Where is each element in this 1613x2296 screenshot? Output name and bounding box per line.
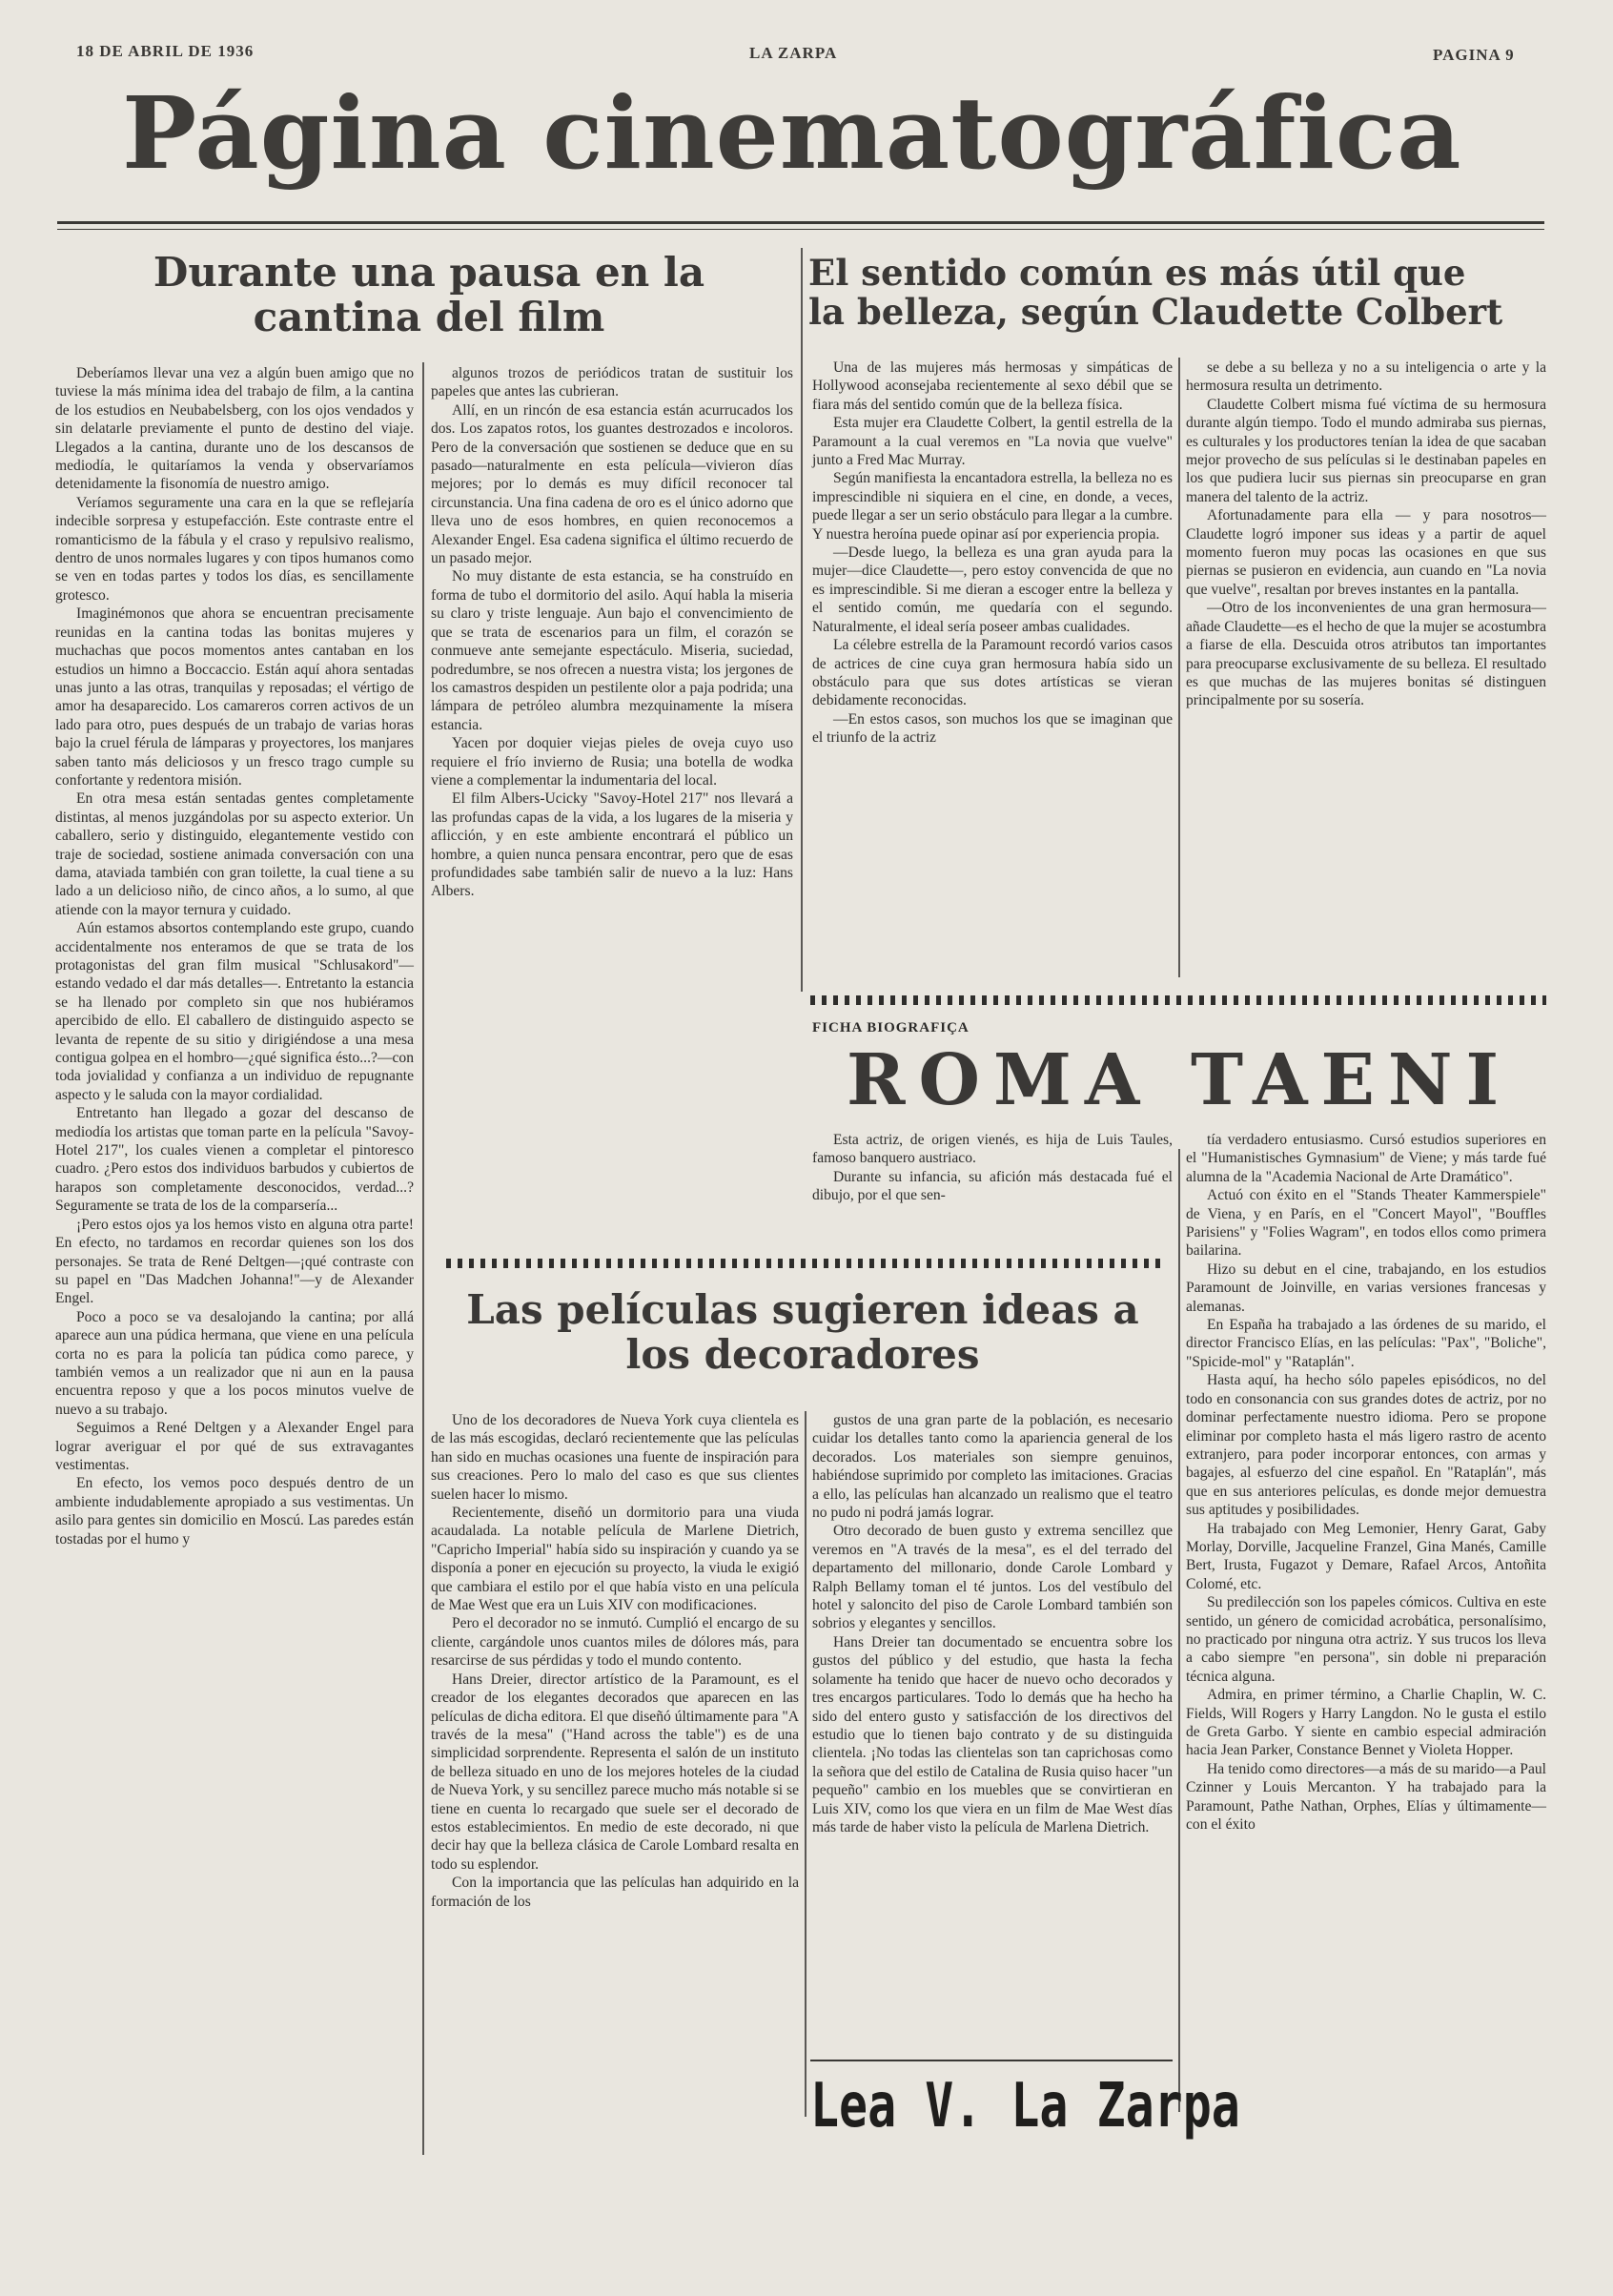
- paragraph: —Desde luego, la belleza es una gran ayuda para la mujer—dice Claudette—, pero estoy convencida de que no es imprescindible. Si me dieran a escoger entre la belleza y el sentido común, me quedaría con el segundo. Naturalmente, el ideal sería poseer ambas cualidades.: [812, 544, 1173, 635]
- ficha-col1: [812, 1131, 1173, 1205]
- article-peliculas-col1: [431, 1411, 799, 1911]
- paragraph: Entretanto han llegado a gozar del descanso de mediodía los artistas que toman parte en la película "Savoy-Hotel 217", los cuales vienen a completar el pintoresco cuadro. ¿Pero estos dos individuos barbudos y cubiertos de harapos son completamente desconocidos, verdad...? Seguramente se trata de los de la comparsería...: [55, 1105, 414, 1215]
- column-rule: [801, 248, 803, 992]
- article-claudette-title-line1: El sentido común es más útil que: [808, 252, 1466, 294]
- paragraph: Seguimos a René Deltgen y a Alexander Engel para lograr averiguar el por qué de sus extravagantes vestimentas.: [55, 1420, 414, 1473]
- column-rule: [1178, 358, 1180, 977]
- header-page: PAGINA 9: [1433, 46, 1515, 64]
- paragraph: gustos de una gran parte de la población, es necesario cuidar los detalles tanto como la apariencia general de los decorados. Los materiales son siempre genuinos, habiéndose suprimido por completo las imitaciones. Gracias a ello, las películas han alcanzado un realismo que el teatro no pudo ni podrá jamás lograr.: [812, 1412, 1173, 1522]
- paragraph: Hasta aquí, ha hecho sólo papeles episódicos, no del todo en consonancia con sus grandes dotes de actriz, por no dominar perfectamente nuestro idioma. Pero se propone eliminar por completo hasta el más ligero rastro de acento extranjero, para poder incorporar entonces, con armas y bagajes, al esfuerzo del cine español. En "Rataplán", más que en sus anteriores películas, es donde mejor demuestra sus aptitudes y posibilidades.: [1186, 1372, 1546, 1519]
- paragraph: ¡Pero estos ojos ya los hemos visto en alguna otra parte! En efecto, no tardamos en recordar quienes son los dos personajes. Se trata de René Deltgen—¡qué contraste con su papel en "Das Madchen Johanna!"—y de Alexander Engel.: [55, 1216, 414, 1307]
- paragraph: Durante su infancia, su afición más destacada fué el dibujo, por el que sen-: [812, 1168, 1173, 1204]
- column-rule: [422, 362, 424, 2155]
- ficha-divider: [810, 995, 1546, 1005]
- paragraph: —En estos casos, son muchos los que se imaginan que el triunfo de la actriz: [812, 710, 1173, 747]
- paragraph: Una de las mujeres más hermosas y simpáticas de Hollywood aconsejaba recientemente al sexo débil que se fiara más del sentido común que de la belleza física.: [812, 359, 1173, 413]
- paragraph: El film Albers-Ucicky "Savoy-Hotel 217" nos llevará a las profundas capas de la vida, a los lugares de la miseria y aflicción, y en este ambiente encontrará el público un hombre, a quien nunca pensara encontrar, pero que de esas profundidades sabe también salir de nuevo a la luz: Hans Albers.: [431, 790, 793, 900]
- masthead-rule-thin: [57, 229, 1544, 230]
- ficha-label: FICHA BIOGRAFIÇA: [812, 1020, 970, 1035]
- paragraph: Imaginémonos que ahora se encuentran precisamente reunidas en la cantina todas las bonitas mujeres y muchachas que pocos momentos antes cantaban en los estudios un himno a Boccaccio. Están aquí ahora sentadas unas junto a las otras, tranquilas y reposadas; el vértigo de amor ha desaparecido. Los camareros corren activos de un lado para otro, pues después de un trabajo de varias horas bajo la cruel férula de lámparas y proyectores, los manjares saben tanto más deliciosos y un fresco trago cumple su confortante y redentora misión.: [55, 605, 414, 789]
- peliculas-divider: [446, 1259, 1161, 1268]
- advertisement: Lea V. La Zarpa: [810, 2071, 1240, 2142]
- paragraph: Hans Dreier, director artístico de la Paramount, es el creador de los elegantes decorados que aparecen en las películas de dicha editora. El que diseñó últimamente para "A través de la mesa" ("Hand across the table") es de una simplicidad sorprendente. Representa el salón de un instituto de belleza situado en uno de los mejores hoteles de la ciudad de Nueva York, y su sencillez parece mucho más notable si se tiene en cuenta lo recargado que suele ser el decorado de estos establecimientos. En medio de este decorado, ni que decir hay que la belleza clásica de Carole Lombard resalta en todo su esplendor.: [431, 1671, 799, 1873]
- column-rule: [805, 1411, 806, 2117]
- article-claudette-title: [808, 254, 1554, 333]
- paragraph: No muy distante de esta estancia, se ha construído en forma de tubo el dormitorio del asilo. Aquí habla la miseria su claro y triste lenguaje. Aun bajo el convencimiento de que se trata de escenarios para un film, el corazón se conmueve ante semejante espectáculo. Miseria, suciedad, podredumbre, se nos ofrecen a nuestra vista; los jergones de los camastros despiden un pestilente olor a paja podrida; una lámpara de petróleo alumbra mezquinamente la mísera estancia.: [431, 568, 793, 733]
- article-pausa-title-line2: cantina del film: [253, 294, 605, 341]
- paragraph: Hizo su debut en el cine, trabajando, en los estudios Paramount de Joinville, en varias versiones francesas y alemanas.: [1186, 1261, 1546, 1315]
- paragraph: Ha tenido como directores—a más de su marido—a Paul Czinner y Louis Mercanton. Y ha trabajado para la Paramount, Pathe Nathan, Orphes, Elías y últimamente—con el éxito: [1186, 1760, 1546, 1834]
- paragraph: algunos trozos de periódicos tratan de sustituir los papeles que antes las cubrieran.: [431, 365, 793, 400]
- paragraph: Poco a poco se va desalojando la cantina; por allá aparece aun una púdica hermana, que viene en una película corta no es para la policía tan púdica como parece, y también vemos a un realizador que ni aun en la pausa encuentra reposo y que a los pocos minutos vuelve de nuevo a su trabajo.: [55, 1308, 414, 1418]
- paragraph: —Otro de los inconvenientes de una gran hermosura—añade Claudette—es el hecho de que la mujer se acostumbra a fiarse de ella. Descuida otros atributos tan importantes para preocuparse exclusivamente de su belleza. El resultado es que muchas de las mujeres bonitas sé distinguen principalmente por su sosería.: [1186, 600, 1546, 709]
- page-title: Página cinematográfica: [122, 74, 1462, 192]
- article-peliculas-title-line2: los decoradores: [625, 1331, 980, 1379]
- article-peliculas-col2: [812, 1411, 1173, 1836]
- paragraph: Aún estamos absortos contemplando este grupo, cuando accidentalmente nos enteramos de que se trata de los protagonistas del gran film musical "Schlusakord"—estando vedado el dar más detalles—. Entretanto la estancia se ha llenado por completo sin que nos hubiéramos apercibido de ello. El caballero de distinguido aspecto se levanta de repente de su sitio y dirigiéndose a una mesa contigua golpea en el hombro—¿qué significa ésto...?—con toda jovialidad y confianza a un individuo de repugnante aspecto y le saluda con la mayor cordialidad.: [55, 920, 414, 1103]
- paragraph: Afortunadamente para ella — y para nosotros—Claudette logró imponer sus ideas y a partir de aquel momento fueron muy pocas las ocasiones en que sus piernas se pusieron en evidencia, aun cuando en "La novia que vuelve", resaltan por breves instantes en la pantalla.: [1186, 507, 1546, 598]
- paragraph: Deberíamos llevar una vez a algún buen amigo que no tuviese la más mínima idea del trabajo de film, a la cantina de los estudios en Neubabelsberg, con los ojos vendados y sin delatarle previamente el punto de destino del viaje. Llegados a la cantina, durante uno de los descansos de mediodía, le quitaríamos la venda y observaríamos detenidamente la fisonomía de nuestro amigo.: [55, 365, 414, 493]
- ad-rule: [810, 2060, 1173, 2061]
- paragraph: En España ha trabajado a las órdenes de su marido, el director Francisco Elías, en las películas: "Pax", "Boliche", "Spicide-mol" y "Rataplán".: [1186, 1317, 1546, 1370]
- article-pausa-col2: [431, 364, 793, 901]
- paragraph: Allí, en un rincón de esa estancia están acurrucados los dos. Los zapatos rotos, los guantes destrozados e incoloros. Pero de la conversación que sostienen se deduce que en su pasado—naturalmente en esta película—vivieron días mejores; por lo demás es muy difícil reconocer tal circunstancia. Una fina cadena de oro es el único adorno que lleva uno de esos hombres, en quien reconocemos a Alexander Engel. Esa cadena significa el último recuerdo de un pasado mejor.: [431, 401, 793, 567]
- article-claudette-col1: [812, 359, 1173, 748]
- paragraph: En efecto, los vemos poco después dentro de un ambiente indudablemente apropiado a sus vestimentas. Un asilo para gentes sin domicilio en Moscú. Las paredes están tostadas por el humo y: [55, 1475, 414, 1548]
- article-peliculas-title: [431, 1287, 1174, 1377]
- header-paper: LA ZARPA: [749, 44, 838, 62]
- paragraph: Su predilección son los papeles cómicos. Cultiva en este sentido, un género de comicidad acrobática, personalísimo, no practicado por ninguna otra actriz. Y sus trucos los lleva a cabo siempre "en persona", sin doble ni preparación técnica alguna.: [1186, 1594, 1546, 1685]
- paragraph: Con la importancia que las películas han adquirido en la formación de los: [431, 1875, 799, 1910]
- article-pausa-title: [57, 250, 801, 339]
- paragraph: tía verdadero entusiasmo. Cursó estudios superiores en el "Humanistisches Gymnasium" de Viene; y más tarde fué alumna de la "Academia Nacional de Arte Dramático".: [1186, 1132, 1546, 1185]
- ficha-name: ROMA TAENI: [847, 1039, 1513, 1121]
- paragraph: se debe a su belleza y no a su inteligencia o arte y la hermosura resulta un detrimento.: [1186, 359, 1546, 395]
- header-date: 18 DE ABRIL DE 1936: [76, 42, 255, 60]
- article-claudette-col2: [1186, 359, 1546, 710]
- ficha-col2: [1186, 1131, 1546, 1834]
- paragraph: La célebre estrella de la Paramount recordó varios casos de actrices de cine cuya gran hermosura había sido un obstáculo para que sus dotes artísticas se vieran debidamente reconocidas.: [812, 637, 1173, 709]
- paragraph: En otra mesa están sentadas gentes completamente distintas, al menos juzgándolas por su aspecto exterior. Un caballero, serio y distinguido, elegantemente vestido con traje de sociedad, sostiene animada conversación con una dama, ataviada también con gran toilette, la cual tiene a su lado a un delicioso niño, de cinco años, a lo sumo, al que atiende con la mayor ternura y cuidado.: [55, 790, 414, 918]
- column-rule: [1178, 1149, 1180, 2112]
- article-pausa-col1: [55, 364, 414, 1548]
- paragraph: Otro decorado de buen gusto y extrema sencillez que veremos en "A través de la mesa", es el del terrado del departamento del millonario, donde Carole Lombard y Ralph Bellamy toman el té juntos. Los del vestíbulo del hotel y saloncito del piso de Carole Lombard también son sobrios y elegantes y sencillos.: [812, 1523, 1173, 1632]
- paragraph: Claudette Colbert misma fué víctima de su hermosura durante algún tiempo. Todo el mundo admiraba sus piernas, es culturales y los productores tenían la idea de que sacaban mejor provecho de sus películas si le destinaban papeles en los que pudiera lucir sus piernas sin preocuparse en gran manera del talento de la actriz.: [1186, 396, 1546, 505]
- paragraph: Ha trabajado con Meg Lemonier, Henry Garat, Gaby Morlay, Dorville, Jacqueline Franzel, Gina Manés, Camille Bert, Irusta, Fugazot y Demare, Rafael Arcos, Antoñita Colomé, etc.: [1186, 1520, 1546, 1592]
- article-pausa-title-line1: Durante una pausa en la: [153, 249, 705, 296]
- paragraph: Pero el decorador no se inmutó. Cumplió el encargo de su cliente, cargándole unos cuantos miles de dólores más, para resarcirse de sus pérdidas y todo el mundo contento.: [431, 1615, 799, 1670]
- article-claudette-title-line2: la belleza, según Claudette Colbert: [808, 291, 1503, 334]
- paragraph: Uno de los decoradores de Nueva York cuya clientela es de las más escogidas, declaró recientemente que las películas han sido en muchas ocasiones una fuente de inspiración para sus creaciones. Pero lo malo del caso es que sus clientes suelen hacer lo mismo.: [431, 1412, 799, 1503]
- paragraph: Recientemente, diseñó un dormitorio para una viuda acaudalada. La notable película de Marlene Dietrich, "Capricho Imperial" había sido su inspiración y cuando ya se disponía a poner en ejecución su proyecto, la viuda le exigió que cambiara el estilo por el que había visto en una película de Mae West que era un Luis XIV con modificaciones.: [431, 1505, 799, 1614]
- paragraph: Esta mujer era Claudette Colbert, la gentil estrella de la Paramount a la cual veremos en "La novia que vuelve" junto a Fred Mac Murray.: [812, 415, 1173, 469]
- paragraph: Actuó con éxito en el "Stands Theater Kammerspiele" de Viena, y en París, en el "Concert Mayol", "Bouffles Parisiens" y "Folies Wagram", en todos ellos como primera bailarina.: [1186, 1187, 1546, 1260]
- masthead-rule: [57, 221, 1544, 224]
- article-peliculas-title-line1: Las películas sugieren ideas a: [466, 1286, 1139, 1333]
- paragraph: Hans Dreier tan documentado se encuentra sobre los gustos del público y del estudio, que hasta la fecha solamente ha tenido que hacer de nuevo ocho decorados y tres encargos particulares. Todo lo demás que ha hecho ha sido del entero gusto y satisfacción de los directivos del estudio que lo tienen bajo contrato y de su distinguida clientela. ¡No todas las clientelas son tan caprichosas como la señora que del estilo de Catalina de Rusia quiso hacer "un pequeño" cambio en los muebles que se convirtieran en Luis XIV, como los que viera en un film de Mae West días más tarde de haber visto la película de Marlena Dietrich.: [812, 1633, 1173, 1835]
- paragraph: Veríamos seguramente una cara en la que se reflejaría indecible sorpresa y estupefacción. Este contraste entre el romanticismo de la fábula y el craso y repulsivo realismo, dentro de unos normales lugares y con tipos humanos como se ven en todas partes y todos los días, es sencillamente grotesco.: [55, 494, 414, 604]
- paragraph: Yacen por doquier viejas pieles de oveja cuyo uso requiere el frío invierno de Rusia; una botella de wodka viene a complementar la indumentaria del local.: [431, 735, 793, 789]
- paragraph: Según manifiesta la encantadora estrella, la belleza no es imprescindible ni siquiera en el cine, en donde, a veces, puede llegar a ser un serio obstáculo para llegar a la cumbre. Y nuestra heroína puede opinar así por experiencia propia.: [812, 470, 1173, 543]
- paragraph: Admira, en primer término, a Charlie Chaplin, W. C. Fields, Will Rogers y Harry Langdon. No le gusta el estilo de Greta Garbo. Y siente en cambio especial admiración hacia Jean Parker, Constance Bennet y Violeta Hopper.: [1186, 1687, 1546, 1759]
- paragraph: Esta actriz, de origen vienés, es hija de Luis Taules, famoso banquero austriaco.: [812, 1132, 1173, 1167]
